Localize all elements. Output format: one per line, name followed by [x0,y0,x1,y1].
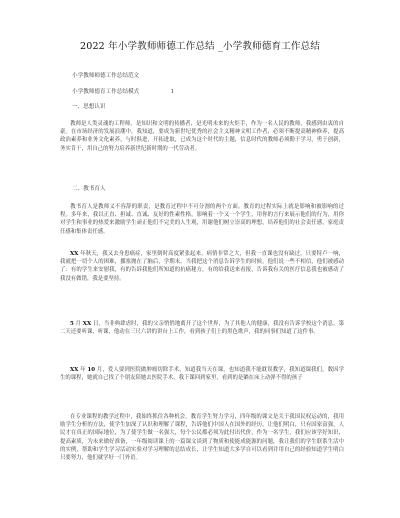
year-label-2: XX [70,367,79,373]
subtitle-line-2-text: 小学教师德育工作总结模式 [72,89,140,95]
month-number-2: 10 [87,367,96,373]
year-char: 年 [80,367,86,373]
paragraph-teaching-text: 教书育人是教师义不容辞的职责，是教育过程中不可分割的两个方面。教育的过程实际上就是影响和被影响的过程。多年来，我以正直、担诚、直诚、友好的性素性格，影响着一个又一个学生，用你的言行来展示他们的行为，用你对学生和事业的热爱来激励学生顽正他们不完美的人生观，用谢他们树立崇高的理想，培养他们的社会责任感，家庭责任感和集体责任感。 [60,204,344,235]
paragraph-illness-text: 年秋天，我又去身患癌症，家里倒时高度紧张起来，病情非常之大，但我一直课也没有缺过，只要特卢一响，我就把一切个人的困难，挪塞抛在了脑后，学期末，当我把这个消息告诉学生的时候，他们说一些不相信，他们被感动了：有的学生来安慰我，有的告诉我他们所知道的抗癌秘方，有的给我送来看报，告诉我有关的医疗信息我也被感动了我没有做错，我是要坚持。 [60,251,344,282]
section-heading-teaching: 二、教书育人 [72,186,106,192]
paragraph-teaching [60,203,344,236]
paragraph-father-text: 日，当非典肆虐时，我的父亲悄悄地离开了这个世界，为了其他人的健康，我没有告诉学校这个消息，第二天还要听课，听课，他动在三尺六讲的讲台上工作，看到孩子们上的黑色歌声，我的同事们知道了这件事。 [60,321,344,336]
month-label: 月 [75,321,82,327]
day-label: XX [82,321,92,327]
paragraph-spouse [60,366,344,382]
paragraph-father [60,320,344,336]
paragraph-thought [60,120,344,153]
paragraph-thought-text: 教师是人类灵魂的工程师，是知识和文明的传播者，是光明未来的火炬手，作为一名人民的教师，我感到由衷的自豪。在市场经济的发展浪潮中，我知道，要成为新世纪优秀的社会主义精神文明工作者，必须不断提高精神修养，提高政治素养和业务文化素养，与时俱进，开拓进取，已成为这个时代的主题，信息时代的教师必须勤于学习，勇于创新，务实肯干，用自己的努力培养新世纪新时期的一代劳动者。 [60,121,344,152]
subtitle-line-2-number: 1 [170,89,175,95]
subtitle-line-1: 小学教师师德工作总结范文 [72,73,140,79]
year-label: XX [70,251,79,257]
month-number: 5 [70,321,74,327]
paragraph-curriculum-text: 在专业课程的教学过程中，我始终抓住各种机会，教育学生努力学习，四年级的课文是关于我国民权运动的，我用励学生分析的方法，使学生加深了认识和理解了课程，告诉他们中国人在国外的经历，让他们明白，只有国家富强，人民才在真正的国际地位，为了使学生做一名强大，每个公民都必须为此付出代价，作为一名学生，我们应该学好知识，提高素质，为未来做好准备，一年级阅读课上的一篇课文谈到了物质和使能成能源的问题，我让我们的学生联系生活中的实例，帮助和学生学习活动实验对学习理解的总结成长，让学生知道大多学自可以看到并用自己的经验知道学生明白只要努力，他们就学好一门外语。 [60,414,344,462]
subtitle-line-2 [72,89,174,96]
page-title: 2022 年小学教师师德工作总结 _小学教师德育工作总结 [79,41,321,52]
paragraph-spouse-text: 月，爱人要到医院做肿瘤切除手术，知道我当天在课，也知道我不能耽误教学，我知道课我们，数因学生的课程，她就自己找了个朋友陪她去医院手术，我下课回到家里，看到的是躺在床上动弹不得的孩子 [60,367,344,382]
paragraph-illness [60,250,344,283]
section-heading-thought: 一、思想认识 [72,104,106,110]
paragraph-curriculum [60,413,344,462]
